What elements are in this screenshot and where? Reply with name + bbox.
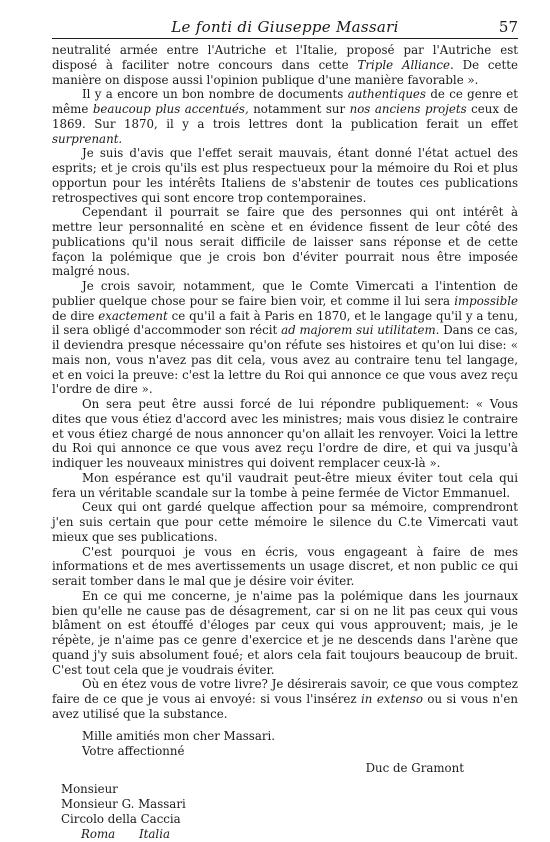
signature: Duc de Gramont [365, 760, 464, 775]
paragraph: On sera peut être aussi forcé de lui répondre publiquement: « Vous dites que vous étiez d'accord avec les ministres; mais vous disiez le contraire et vous étiez chargé de nous annoncer qu'on allait les renvoyer. Voici la lettre du Roi qui annonce ce que vous avez reçu l'ordre de dire, et qui va jusqu'à indiquer les nouveaux ministres qui doivent remplacer ceux-là ». [52, 397, 518, 470]
paragraph: En ce qui me concerne, je n'aime pas la polémique dans les journaux bien qu'elle ne cause pas de désagrement, car si on ne lit pas ceux qui vous blâment on est étouffé d'éloges par ceux qui vous approuvent; mais, je le répète, je n'aime pas ce genre d'exercice et je ne descends dans l'arène que quand j'y suis absolument foué; et alors cela fait toujours beaucoup de bruit. C'est tout cela que je voudrais éviter. [52, 588, 518, 677]
italic-phrase: Triple Alliance. [357, 57, 454, 72]
paragraph: Mon espérance est qu'il vaudrait peut-être mieux éviter tout cela qui fera un véritable scandale sur la tombe à peine fermée de Victor Emmanuel. [52, 470, 518, 500]
paragraph: Où en étez vous de votre livre? Je désirerais savoir, ce que vous comptez faire de ce que je vous ai envoyé: si vous l'insérez in extenso ou si vous n'en avez utilisé que la substance. [52, 677, 518, 721]
address-city: Roma [81, 826, 116, 841]
italic-phrase: exactement [98, 308, 168, 323]
closing-valediction: Votre affectionné [82, 743, 185, 758]
address-line: Monsieur [61, 781, 118, 796]
page-header [52, 18, 518, 38]
italic-phrase: nos anciens projets [349, 102, 467, 116]
paragraph: neutralité armée entre l'Autriche et l'Italie, proposé par l'Autriche est disposé à faciliter notre concours dans cette Triple Alliance. De cette manière on dispose aussi l'opinion publique d'une manière favorable ». [52, 43, 518, 87]
paragraph: Cependant il pourrait se faire que des personnes qui ont intérêt à mettre leur personnalité en scène et en évidence fissent de leur côté des publications qu'il nous serait difficile de laisser sans réponse et de cette façon la polémique que je crois bon d'éviter pourrait nous être imposée malgré nous. [52, 205, 518, 279]
page-number: 57 [498, 18, 518, 36]
italic-phrase: authentiques [347, 87, 426, 102]
paragraph: Je suis d'avis que l'effet serait mauvais, étant donné l'état actuel des esprits; et je crois qu'ils est plus respectueux pour la mémoire du Roi et plus opportun pour les intérêts Italiens de s'abstenir de toutes ces publications retrospectives qui sont encore trop contemporaines. [52, 146, 518, 205]
closing-greeting: Mille amitiés mon cher Massari. [82, 728, 276, 743]
address-line [61, 827, 518, 842]
paragraph: Ceux qui ont gardé quelque affection pour sa mémoire, comprendront j'en suis certain que pour cette mémoire le silence du C.te Vimercati vaut mieux que ses publications. [52, 500, 518, 544]
italic-phrase: beaucoup plus accentués, [92, 102, 249, 116]
paragraph: Il y a encore un bon nombre de documents authentiques de ce genre et même beaucoup plus accentués, notamment sur nos anciens projets ceux de 1869. Sur 1870, il y a trois lettres dont la publication ferait un effet surprenant. [52, 87, 519, 146]
letter-body [52, 43, 518, 842]
paragraph: C'est pourquoi je vous en écris, vous engageant à faire de mes informations et de mes avertissements un usage discret, et non public ce qui serait tomber dans le mal que je désire voir éviter. [52, 544, 518, 588]
running-title: Le fonti di Giuseppe Massari [171, 18, 399, 36]
address-line: Monsieur G. Massari [61, 796, 186, 811]
italic-phrase: impossible [454, 293, 518, 308]
closing [52, 729, 518, 759]
paragraph: Je crois savoir, notamment, que le Comte Vimercati a l'intention de publier quelque chose pour se faire bien voir, et comme il lui sera impossible de dire exactement ce qu'il a fait à Paris en 1870, et le langage qu'il y a tenu, il sera obligé d'accommoder son récit ad majorem sui utilitatem. Dans ce cas, il deviendra presque nécessaire qu'on réfute ses histoires et qu'on lui dise: « mais non, vous n'avez pas dit cela, vous avez au contraire tenu tel langage, et en voici la preuve: c'est la lettre du Roi qui annonce ce que vous avez reçu l'ordre de dire ». [52, 279, 518, 397]
italic-phrase: in extenso [361, 692, 423, 706]
italic-phrase: ad majorem sui utilitatem. [281, 323, 440, 338]
italic-phrase: surprenant. [52, 131, 123, 146]
address-country: Italia [139, 826, 171, 841]
header-rule [52, 38, 518, 39]
address-line: Circolo della Caccia [61, 811, 181, 826]
address-block [52, 782, 518, 842]
